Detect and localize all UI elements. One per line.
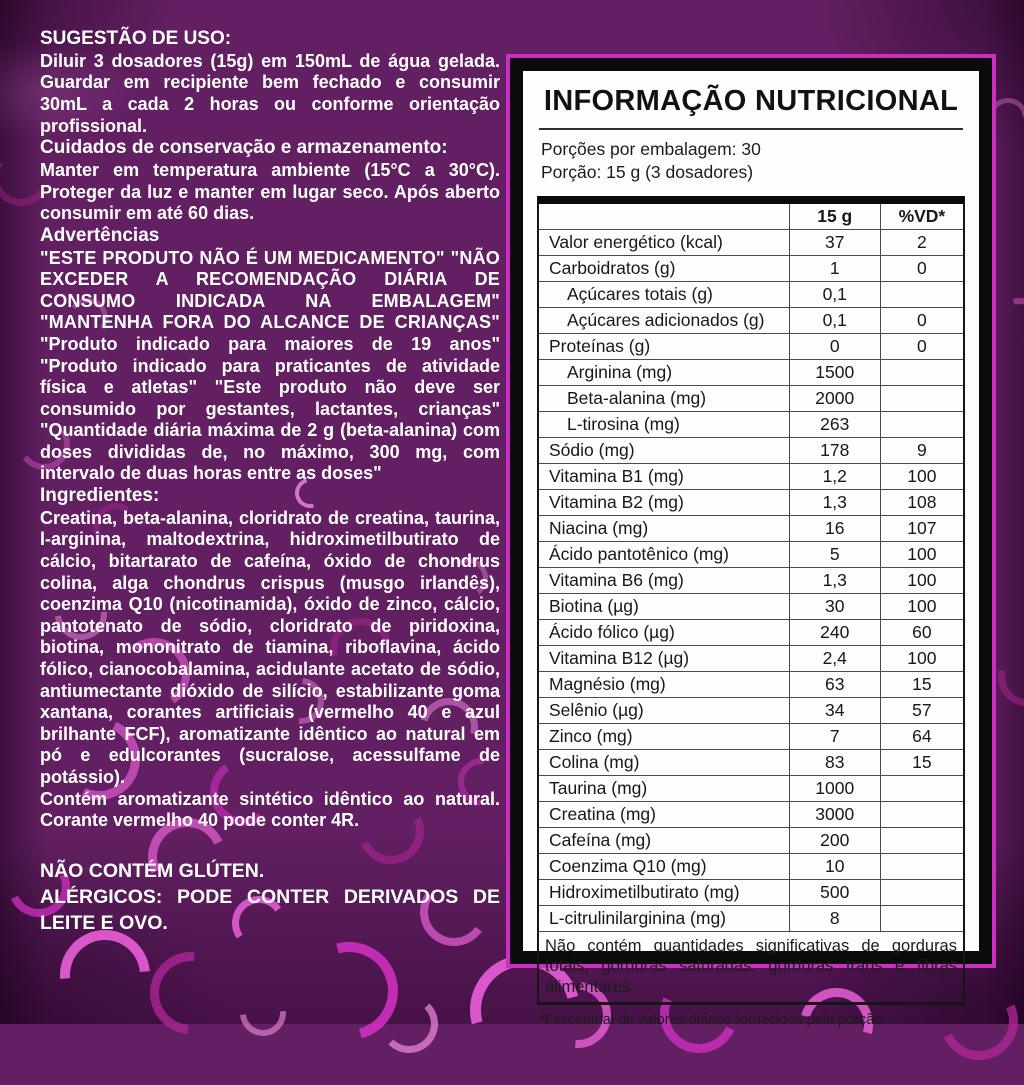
warnings-body bbox=[40, 248, 500, 486]
vd-cell: 9 bbox=[880, 437, 963, 463]
allergen-block bbox=[40, 858, 500, 937]
nutrient-label-cell: Arginina (mg) bbox=[539, 359, 789, 385]
ingredients-body: Creatina, beta-alanina, cloridrato de creatina, taurina, l-arginina, maltodextrina, hidroximetilbutirato de cálcio, bitartarato de cafeína, óxido de chondrus colina, alga chondrus crispus (musgo irlandês), coenzima Q10 (nicotinamida), óxido de zinco, cálcio, pantotenato de sódio, cloridrato de piridoxina, biotina, mononitrato de tiamina, riboflavina, ácido fólico, cianocobalamina, acidulante acetato de sódio, antiumectante dióxido de silício, estabilizante goma xantana, corantes artificiais (vermelho 40 e azul brilhante FCF), aromatizante idêntico ao natural em pó e edulcorantes (sucralose, acessulfame de potássio). bbox=[40, 507, 500, 787]
vd-cell bbox=[880, 801, 963, 827]
nutrient-label-cell: Coenzima Q10 (mg) bbox=[539, 853, 789, 879]
nutrient-label-cell: L-citrulinilarginina (mg) bbox=[539, 905, 789, 931]
crescent-icon bbox=[380, 995, 438, 1053]
vd-cell bbox=[880, 827, 963, 853]
nutrient-label-cell: Zinco (mg) bbox=[539, 723, 789, 749]
vd-cell: 0 bbox=[880, 255, 963, 281]
nutrition-title: INFORMAÇÃO NUTRICIONAL bbox=[543, 85, 959, 117]
ingredients-title: Ingredientes: bbox=[40, 485, 160, 507]
vd-cell: 100 bbox=[880, 463, 963, 489]
table-row bbox=[539, 281, 963, 307]
no-significant-amounts-note: Não contém quantidades significativas de gorduras totais, gorduras saturadas, gorduras trans e fibras alimentares bbox=[539, 931, 963, 1003]
table-row bbox=[539, 905, 963, 931]
vd-cell: 15 bbox=[880, 749, 963, 775]
amount-cell: 240 bbox=[789, 619, 880, 645]
warnings-caps: "ESTE PRODUTO NÃO É UM MEDICAMENTO" "NÃO EXCEDER A RECOMENDAÇÃO DIÁRIA DE CONSUMO INDICADA NA EMBALAGEM" "MANTENHA FORA DO ALCANCE DE CRIANÇAS" bbox=[40, 247, 500, 333]
table-row bbox=[539, 801, 963, 827]
nutrition-table bbox=[539, 204, 963, 931]
nutrient-label-cell: Proteínas (g) bbox=[539, 333, 789, 359]
crescent-icon bbox=[987, 637, 1024, 716]
amount-cell: 10 bbox=[789, 853, 880, 879]
nutrient-label-cell: Selênio (µg) bbox=[539, 697, 789, 723]
nutrient-label-cell: Hidroximetilbutirato (mg) bbox=[539, 879, 789, 905]
nutrient-label-cell: Cafeína (mg) bbox=[539, 827, 789, 853]
vd-cell: 60 bbox=[880, 619, 963, 645]
amount-cell: 1,3 bbox=[789, 567, 880, 593]
nutrient-label-cell: Vitamina B1 (mg) bbox=[539, 463, 789, 489]
amount-cell: 1000 bbox=[789, 775, 880, 801]
table-row bbox=[539, 359, 963, 385]
vd-cell bbox=[880, 905, 963, 931]
left-text-column bbox=[40, 28, 500, 937]
nutrient-label-cell: Sódio (mg) bbox=[539, 437, 789, 463]
nutrition-facts-panel bbox=[510, 58, 992, 1029]
servings-per-package: Porções por embalagem: 30 bbox=[541, 139, 761, 159]
table-row bbox=[539, 489, 963, 515]
amount-cell: 500 bbox=[789, 879, 880, 905]
table-row bbox=[539, 255, 963, 281]
nutrient-label-cell: Vitamina B2 (mg) bbox=[539, 489, 789, 515]
amount-cell: 30 bbox=[789, 593, 880, 619]
nutrient-label-cell: L-tirosina (mg) bbox=[539, 411, 789, 437]
daily-values-footnote: *Percentual de valores diários fornecidos pela porção. bbox=[539, 1012, 887, 1029]
nutrient-label-cell: Ácido fólico (µg) bbox=[539, 619, 789, 645]
warnings-title: Advertências bbox=[40, 224, 160, 246]
table-row bbox=[539, 385, 963, 411]
gluten-free-line: NÃO CONTÉM GLÚTEN. bbox=[40, 859, 265, 882]
vd-cell: 108 bbox=[880, 489, 963, 515]
warnings-rest: "Produto indicado para maiores de 19 anos" "Produto indicado para praticantes de atividade física e atletas" "Este produto não deve ser consumido por gestantes, lactantes, crianças" "Quantidade diária máxima de 2 g (beta-alanina) com doses divididas de, no máximo, 300 mg, com intervalo de duas horas entre as doses" bbox=[40, 333, 500, 484]
amount-cell: 5 bbox=[789, 541, 880, 567]
amount-cell: 1 bbox=[789, 255, 880, 281]
amount-cell: 0,1 bbox=[789, 307, 880, 333]
table-row bbox=[539, 333, 963, 359]
nutrient-label-cell: Niacina (mg) bbox=[539, 515, 789, 541]
vd-cell: 2 bbox=[880, 229, 963, 255]
vd-cell: 100 bbox=[880, 541, 963, 567]
table-row bbox=[539, 749, 963, 775]
table-header-row bbox=[539, 204, 963, 230]
table-row bbox=[539, 645, 963, 671]
nutrient-label-cell: Vitamina B6 (mg) bbox=[539, 567, 789, 593]
amount-cell: 37 bbox=[789, 229, 880, 255]
nutrient-label-cell: Valor energético (kcal) bbox=[539, 229, 789, 255]
table-row bbox=[539, 697, 963, 723]
table-row bbox=[539, 411, 963, 437]
table-row bbox=[539, 437, 963, 463]
nutrient-label-cell: Vitamina B12 (µg) bbox=[539, 645, 789, 671]
table-row bbox=[539, 541, 963, 567]
storage-body: Manter em temperatura ambiente (15°C a 30°C). Proteger da luz e manter em lugar seco. Após aberto consumir em até 60 dias. bbox=[40, 159, 500, 224]
usage-body: Diluir 3 dosadores (15g) em 150mL de água gelada. Guardar em recipiente bem fechado e consumir 30mL a cada 2 horas ou conforme orientação profissional. bbox=[40, 50, 500, 136]
amount-cell: 0 bbox=[789, 333, 880, 359]
amount-cell: 8 bbox=[789, 905, 880, 931]
vd-cell: 0 bbox=[880, 333, 963, 359]
vd-cell: 15 bbox=[880, 671, 963, 697]
crescent-icon bbox=[231, 981, 296, 1046]
serving-size: Porção: 15 g (3 dosadores) bbox=[541, 161, 754, 182]
table-row bbox=[539, 619, 963, 645]
vd-cell: 100 bbox=[880, 645, 963, 671]
amount-cell: 1500 bbox=[789, 359, 880, 385]
nutrition-table-box bbox=[537, 196, 965, 1006]
amount-cell: 1,2 bbox=[789, 463, 880, 489]
table-row bbox=[539, 879, 963, 905]
table-row bbox=[539, 307, 963, 333]
amount-cell: 7 bbox=[789, 723, 880, 749]
table-row bbox=[539, 853, 963, 879]
crescent-icon bbox=[133, 935, 249, 1051]
header-label-cell bbox=[539, 204, 789, 230]
amount-cell: 2000 bbox=[789, 385, 880, 411]
vd-cell: 100 bbox=[880, 593, 963, 619]
usage-title: SUGESTÃO DE USO: bbox=[40, 28, 232, 49]
nutrient-label-cell: Carboidratos (g) bbox=[539, 255, 789, 281]
vd-cell: 64 bbox=[880, 723, 963, 749]
amount-cell: 178 bbox=[789, 437, 880, 463]
table-row bbox=[539, 827, 963, 853]
amount-cell: 83 bbox=[789, 749, 880, 775]
vd-cell: 0 bbox=[880, 307, 963, 333]
table-row bbox=[539, 515, 963, 541]
amount-cell: 263 bbox=[789, 411, 880, 437]
amount-cell: 3000 bbox=[789, 801, 880, 827]
vd-cell bbox=[880, 281, 963, 307]
table-row bbox=[539, 775, 963, 801]
vd-cell: 100 bbox=[880, 567, 963, 593]
nutrient-label-cell: Creatina (mg) bbox=[539, 801, 789, 827]
amount-cell: 34 bbox=[789, 697, 880, 723]
vd-cell: 57 bbox=[880, 697, 963, 723]
storage-title: Cuidados de conservação e armazenamento: bbox=[40, 137, 448, 159]
nutrient-label-cell: Açúcares adicionados (g) bbox=[539, 307, 789, 333]
amount-cell: 200 bbox=[789, 827, 880, 853]
table-row bbox=[539, 463, 963, 489]
vd-cell bbox=[880, 385, 963, 411]
vd-cell bbox=[880, 775, 963, 801]
nutrient-label-cell: Ácido pantotênico (mg) bbox=[539, 541, 789, 567]
vd-cell bbox=[880, 879, 963, 905]
header-vd-cell: %VD* bbox=[880, 204, 963, 230]
nutrient-label-cell: Açúcares totais (g) bbox=[539, 281, 789, 307]
nutrient-label-cell: Biotina (µg) bbox=[539, 593, 789, 619]
nutrient-label-cell: Magnésio (mg) bbox=[539, 671, 789, 697]
amount-cell: 0,1 bbox=[789, 281, 880, 307]
table-row bbox=[539, 567, 963, 593]
amount-cell: 63 bbox=[789, 671, 880, 697]
vd-cell bbox=[880, 411, 963, 437]
allergens-line: ALÉRGICOS: PODE CONTER DERIVADOS DE LEITE E OVO. bbox=[40, 886, 500, 935]
vd-cell bbox=[880, 359, 963, 385]
vd-cell bbox=[880, 853, 963, 879]
nutrient-label-cell: Beta-alanina (mg) bbox=[539, 385, 789, 411]
table-row bbox=[539, 671, 963, 697]
nutrient-label-cell: Taurina (mg) bbox=[539, 775, 789, 801]
table-row bbox=[539, 723, 963, 749]
table-row bbox=[539, 229, 963, 255]
nutrient-label-cell: Colina (mg) bbox=[539, 749, 789, 775]
table-row bbox=[539, 593, 963, 619]
vd-cell: 107 bbox=[880, 515, 963, 541]
amount-cell: 1,3 bbox=[789, 489, 880, 515]
synthetic-flavor-note: Contém aromatizante sintético idêntico ao natural. Corante vermelho 40 pode conter 4R. bbox=[40, 788, 500, 831]
amount-cell: 2,4 bbox=[789, 645, 880, 671]
title-divider bbox=[539, 128, 963, 130]
nutrition-rows bbox=[539, 204, 963, 931]
amount-cell: 16 bbox=[789, 515, 880, 541]
header-amount-cell: 15 g bbox=[789, 204, 880, 230]
